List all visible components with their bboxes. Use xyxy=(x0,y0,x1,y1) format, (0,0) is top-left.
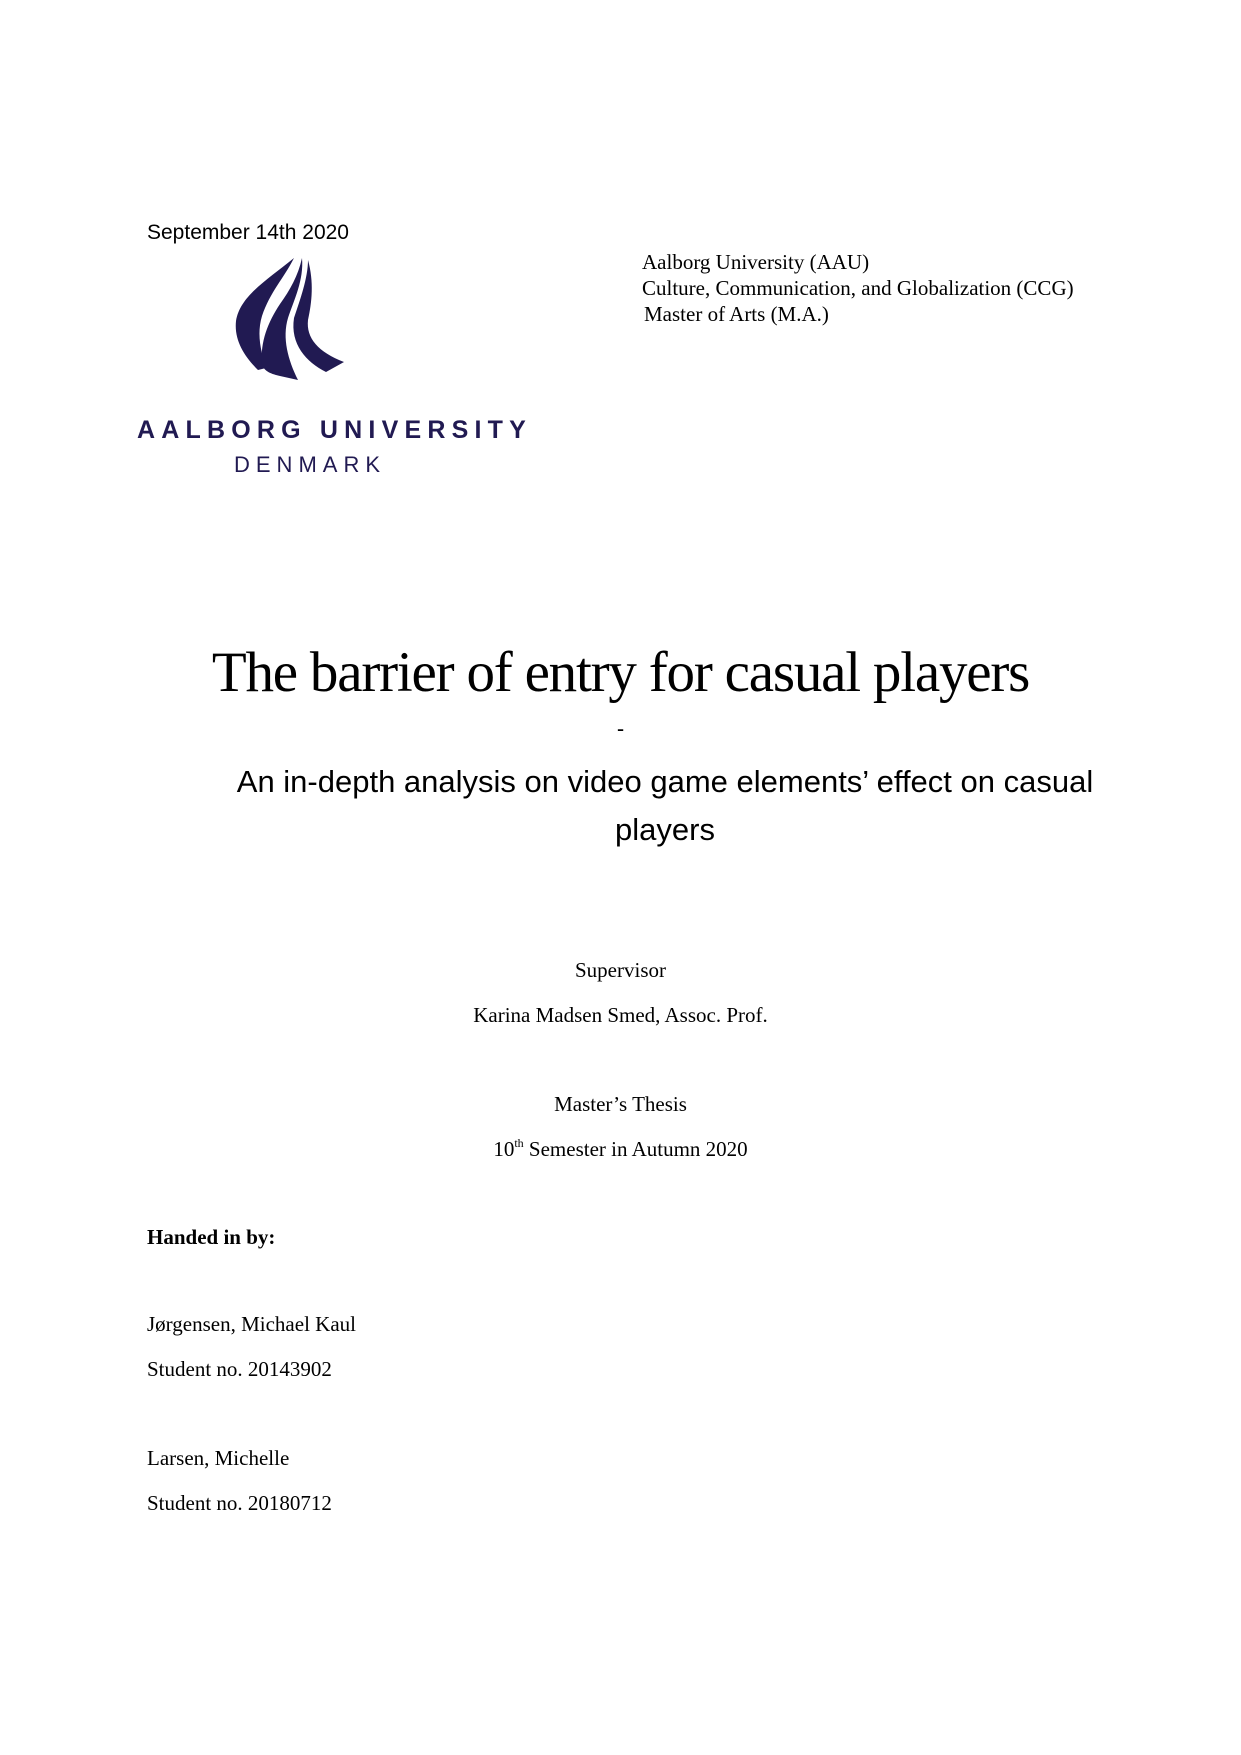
thesis-type: Master’s Thesis xyxy=(554,1092,687,1116)
author-name: Larsen, Michelle xyxy=(147,1446,290,1470)
institution-department: Culture, Communication, and Globalization (CCG) xyxy=(642,276,1074,300)
logo-university-name: AALBORG UNIVERSITY xyxy=(137,416,532,444)
logo-country: DENMARK xyxy=(234,452,387,477)
authors-label: Handed in by: xyxy=(147,1225,276,1249)
semester-suffix: th xyxy=(514,1136,524,1150)
semester-number: 10 xyxy=(493,1137,515,1161)
title-separator: - xyxy=(616,716,625,741)
supervisor-name: Karina Madsen Smed, Assoc. Prof. xyxy=(473,1003,768,1027)
institution-degree: Master of Arts (M.A.) xyxy=(644,302,829,326)
aalborg-university-wave-logo-icon xyxy=(232,256,354,382)
page-subtitle: An in-depth analysis on video game elements’ effect on casual players xyxy=(236,764,1094,847)
page-title: The barrier of entry for casual players xyxy=(211,641,1030,704)
semester-text: Semester in Autumn 2020 xyxy=(523,1137,748,1161)
thesis-semester xyxy=(0,1137,1241,1162)
author-student-number: Student no. 20143902 xyxy=(147,1357,332,1381)
author-name: Jørgensen, Michael Kaul xyxy=(147,1312,356,1336)
supervisor-label: Supervisor xyxy=(575,958,666,982)
author-student-number: Student no. 20180712 xyxy=(147,1491,332,1515)
date: September 14th 2020 xyxy=(147,221,349,244)
institution-university: Aalborg University (AAU) xyxy=(642,250,870,274)
